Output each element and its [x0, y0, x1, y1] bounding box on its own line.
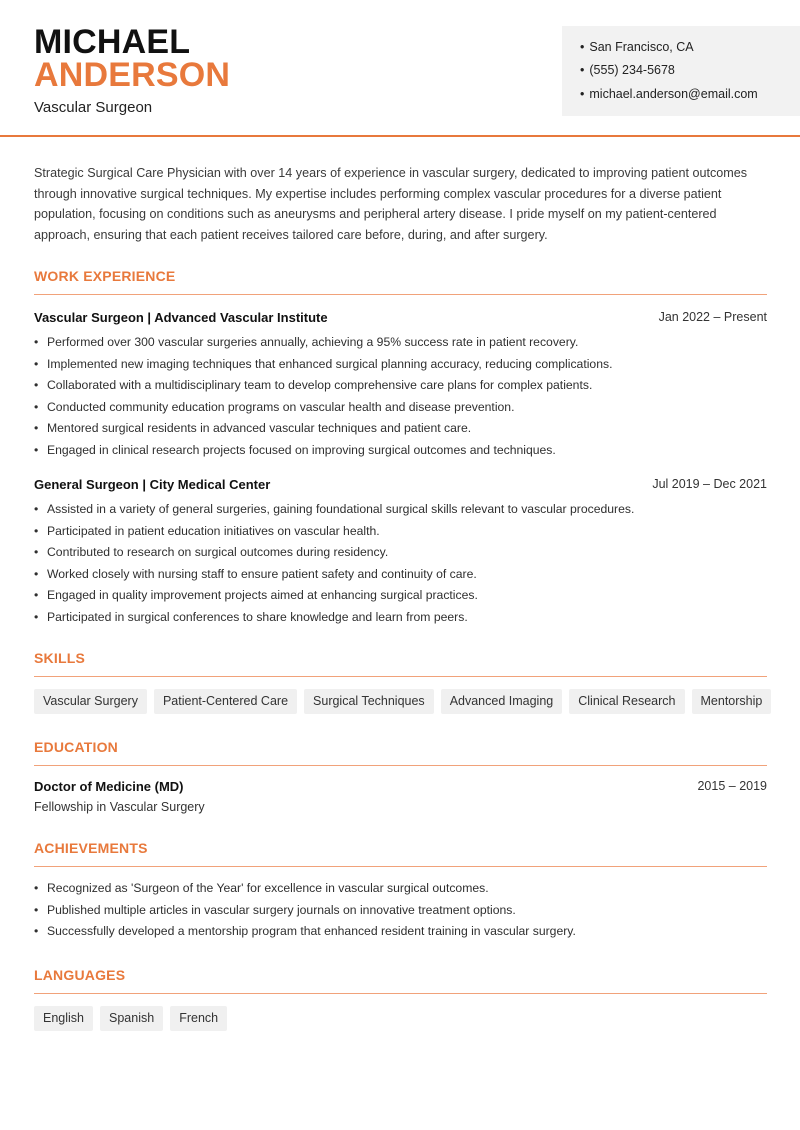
list-item: • Contributed to research on surgical outcomes during residency. — [34, 542, 769, 564]
list-item: • Recognized as 'Surgeon of the Year' for excellence in vascular surgical outcomes. — [34, 878, 769, 900]
resume-header — [0, 0, 800, 137]
job-dates: Jan 2022 – Present — [658, 310, 767, 324]
language-chip: English — [34, 1006, 93, 1031]
language-chip: Spanish — [100, 1006, 163, 1031]
education-detail: Fellowship in Vascular Surgery — [34, 800, 205, 814]
skill-chip: Advanced Imaging — [441, 689, 563, 714]
skill-chip: Vascular Surgery — [34, 689, 147, 714]
section-divider — [34, 866, 767, 867]
job-bullets — [34, 499, 769, 628]
skill-chip: Surgical Techniques — [304, 689, 434, 714]
skill-chip: Clinical Research — [569, 689, 684, 714]
section-title-achievements: ACHIEVEMENTS — [34, 840, 148, 856]
section-divider — [34, 765, 767, 766]
list-item: • Participated in patient education initiatives on vascular health. — [34, 521, 769, 543]
skill-chip: Patient-Centered Care — [154, 689, 297, 714]
degree-title: Doctor of Medicine (MD) — [34, 779, 184, 794]
list-item: • Participated in surgical conferences to share knowledge and learn from peers. — [34, 607, 769, 629]
language-chip: French — [170, 1006, 227, 1031]
contact-location: • San Francisco, CA — [580, 40, 694, 54]
list-item: • Successfully developed a mentorship program that enhanced resident training in vascular surgery. — [34, 921, 769, 943]
contact-box — [562, 26, 800, 116]
contact-email[interactable]: • michael.anderson@email.com — [580, 87, 758, 101]
list-item: • Conducted community education programs on vascular health and disease prevention. — [34, 397, 769, 419]
section-title-languages: LANGUAGES — [34, 967, 126, 983]
job-dates: Jul 2019 – Dec 2021 — [652, 477, 767, 491]
education-dates: 2015 – 2019 — [697, 779, 767, 793]
list-item: • Worked closely with nursing staff to ensure patient safety and continuity of care. — [34, 564, 769, 586]
list-item: • Performed over 300 vascular surgeries annually, achieving a 95% success rate in patient recovery. — [34, 332, 769, 354]
first-name: MICHAEL — [34, 23, 191, 61]
list-item: • Mentored surgical residents in advanced vascular techniques and patient care. — [34, 418, 769, 440]
list-item: • Assisted in a variety of general surgeries, gaining foundational surgical skills relevant to vascular procedures. — [34, 499, 769, 521]
section-title-skills: SKILLS — [34, 650, 85, 666]
skills-list — [34, 689, 771, 714]
languages-list — [34, 1006, 227, 1031]
achievements-list — [34, 878, 769, 943]
last-name: ANDERSON — [34, 56, 231, 94]
list-item: • Published multiple articles in vascular surgery journals on innovative treatment options. — [34, 900, 769, 922]
job-role: Vascular Surgeon — [34, 99, 153, 116]
section-title-work: WORK EXPERIENCE — [34, 268, 176, 284]
section-title-education: EDUCATION — [34, 739, 118, 755]
section-divider — [34, 993, 767, 994]
summary-text: Strategic Surgical Care Physician with over 14 years of experience in vascular surgery, dedicated to improving patient outcomes through innovative surgical techniques. My expertise includes performing complex vascular procedures for a diverse patient population, focusing on conditions such as aneurysms and peripheral artery disease. I pride myself on my patient-centered approach, ensuring that each patient receives tailored care before, during, and after surgery. — [34, 166, 748, 242]
list-item: • Engaged in quality improvement projects aimed at enhancing surgical practices. — [34, 585, 769, 607]
list-item: • Implemented new imaging techniques that enhanced surgical planning accuracy, reducing complications. — [34, 354, 769, 376]
list-item: • Engaged in clinical research projects focused on improving surgical outcomes and techniques. — [34, 440, 769, 462]
job-title: General Surgeon | City Medical Center — [34, 477, 271, 492]
section-divider — [34, 294, 767, 295]
job-bullets — [34, 332, 769, 461]
section-divider — [34, 676, 767, 677]
contact-phone: • (555) 234-5678 — [580, 63, 675, 77]
job-title: Vascular Surgeon | Advanced Vascular Institute — [34, 310, 328, 325]
skill-chip: Mentorship — [692, 689, 772, 714]
list-item: • Collaborated with a multidisciplinary team to develop comprehensive care plans for complex patients. — [34, 375, 769, 397]
